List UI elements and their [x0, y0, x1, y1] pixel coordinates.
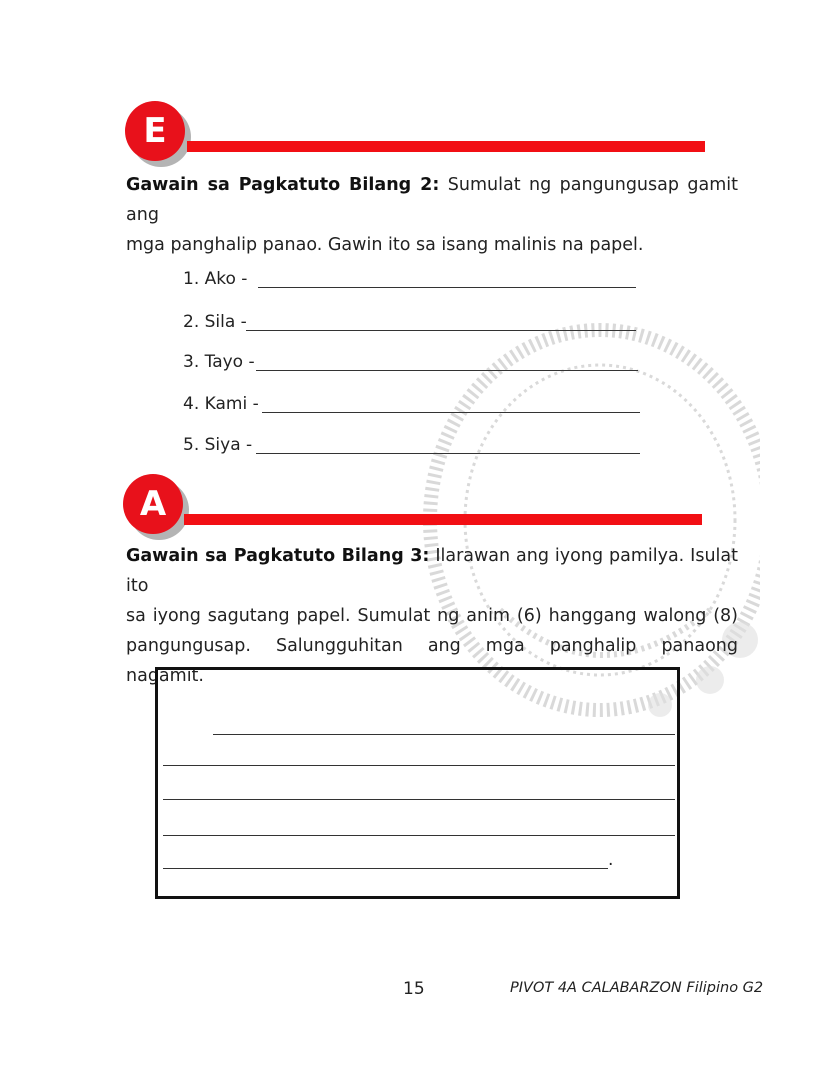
activity-3-title: Gawain sa Pagkatuto Bilang 3:: [126, 546, 430, 566]
box-end-period: .: [608, 850, 614, 870]
activity-2-text-line2: mga panghalip panao. Gawin ito sa isang malinis na papel.: [126, 235, 644, 255]
section-e-letter: E: [143, 111, 167, 151]
activity-3-text-line3: pangungusap. Salungguhitan ang mga panghalip panaong: [126, 636, 738, 656]
answer-line-sila[interactable]: [246, 330, 636, 331]
section-e-instructions: [126, 170, 738, 260]
box-line-3[interactable]: [163, 799, 675, 800]
section-e-bar: [187, 141, 705, 152]
box-line-4[interactable]: [163, 835, 675, 836]
item-siya: 5. Siya -: [183, 435, 253, 455]
item-tayo: 3. Tayo -: [183, 352, 255, 372]
box-line-2[interactable]: [163, 765, 675, 766]
answer-box: [155, 667, 680, 899]
answer-line-tayo[interactable]: [256, 370, 638, 371]
answer-line-kami[interactable]: [262, 412, 640, 413]
answer-line-ako[interactable]: [258, 287, 636, 288]
section-a-bar: [184, 514, 702, 525]
activity-3-text-line2: sa iyong sagutang papel. Sumulat ng anim (6) hanggang walong (8): [126, 606, 738, 626]
activity-3-text-line4: nagamit.: [126, 666, 204, 686]
activity-3-text-line1: Ilarawan ang iyong pamilya. Isulat ito: [126, 546, 738, 596]
activity-2-text-line1: Sumulat ng pangungusap gamit ang: [126, 175, 739, 225]
section-a-letter: A: [139, 484, 167, 524]
box-line-1[interactable]: [213, 734, 675, 735]
box-line-5[interactable]: [163, 868, 608, 869]
section-a-badge: [123, 474, 183, 534]
page-number: 15: [403, 979, 425, 999]
item-kami: 4. Kami -: [183, 394, 259, 414]
activity-2-title: Gawain sa Pagkatuto Bilang 2:: [126, 175, 440, 195]
item-sila: 2. Sila -: [183, 312, 247, 332]
item-ako: 1. Ako -: [183, 269, 248, 289]
publication-title: PIVOT 4A CALABARZON Filipino G2: [510, 980, 764, 996]
answer-line-siya[interactable]: [256, 453, 640, 454]
section-e-badge: [125, 101, 185, 161]
